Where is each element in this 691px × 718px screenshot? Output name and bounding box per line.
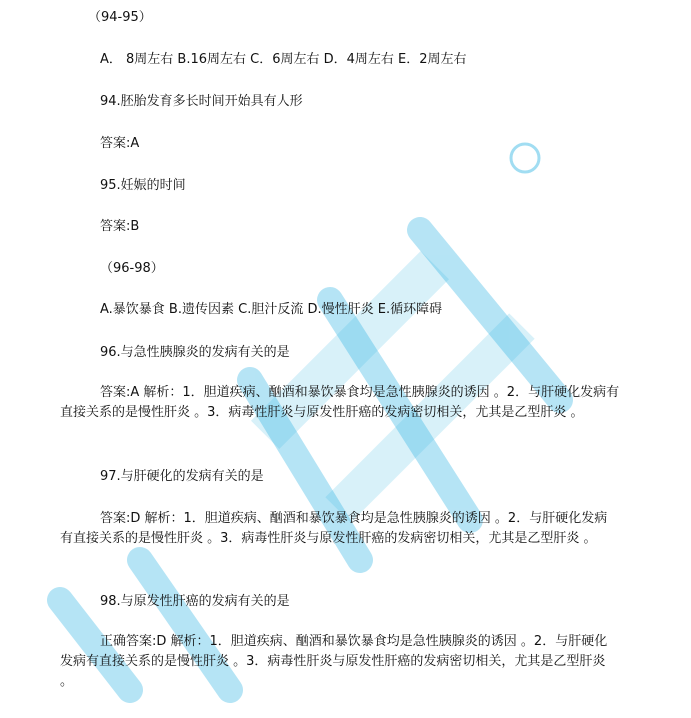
question-94: 94.胚胎发育多长时间开始具有人形 — [100, 94, 303, 109]
question-96: 96.与急性胰腺炎的发病有关的是 — [100, 345, 290, 360]
answer-97: 答案:D 解析：1．胆道疾病、酗酒和暴饮暴食均是急性胰腺炎的诱因 。2．与肝硬化发病有直接关系的是慢性肝炎 。3．病毒性肝炎与原发性肝癌的发病密切相关，尤其是乙型肝炎 。 — [60, 511, 608, 546]
question-group-header: （94-95） — [88, 10, 152, 25]
question-95: 95.妊娠的时间 — [100, 178, 186, 193]
answer-96: 答案:A 解析：1．胆道疾病、酗酒和暴饮暴食均是急性胰腺炎的诱因 。2．与肝硬化发病有直接关系的是慢性肝炎 。3．病毒性肝炎与原发性肝癌的发病密切相关，尤其是乙型肝炎 。 — [60, 385, 620, 420]
answer-options: A.暴饮暴食 B.遗传因素 C.胆汁反流 D.慢性肝炎 E.循环障碍 — [100, 302, 443, 317]
question-group-header: （96-98） — [100, 261, 164, 276]
answer-98: 正确答案:D 解析：1．胆道疾病、酗酒和暴饮暴食均是急性胰腺炎的诱因 。2．与肝硬化发病有直接关系的是慢性肝炎 。3．病毒性肝炎与原发性肝癌的发病密切相关，尤其是乙型肝炎 。 — [60, 634, 608, 689]
answer-94: 答案:A — [100, 136, 140, 151]
question-98: 98.与原发性肝癌的发病有关的是 — [100, 594, 290, 609]
answer-options: A． 8周左右 B.16周左右 C．6周左右 D．4周左右 E．2周左右 — [100, 52, 467, 67]
question-97: 97.与肝硬化的发病有关的是 — [100, 469, 264, 484]
answer-95: 答案:B — [100, 219, 140, 234]
